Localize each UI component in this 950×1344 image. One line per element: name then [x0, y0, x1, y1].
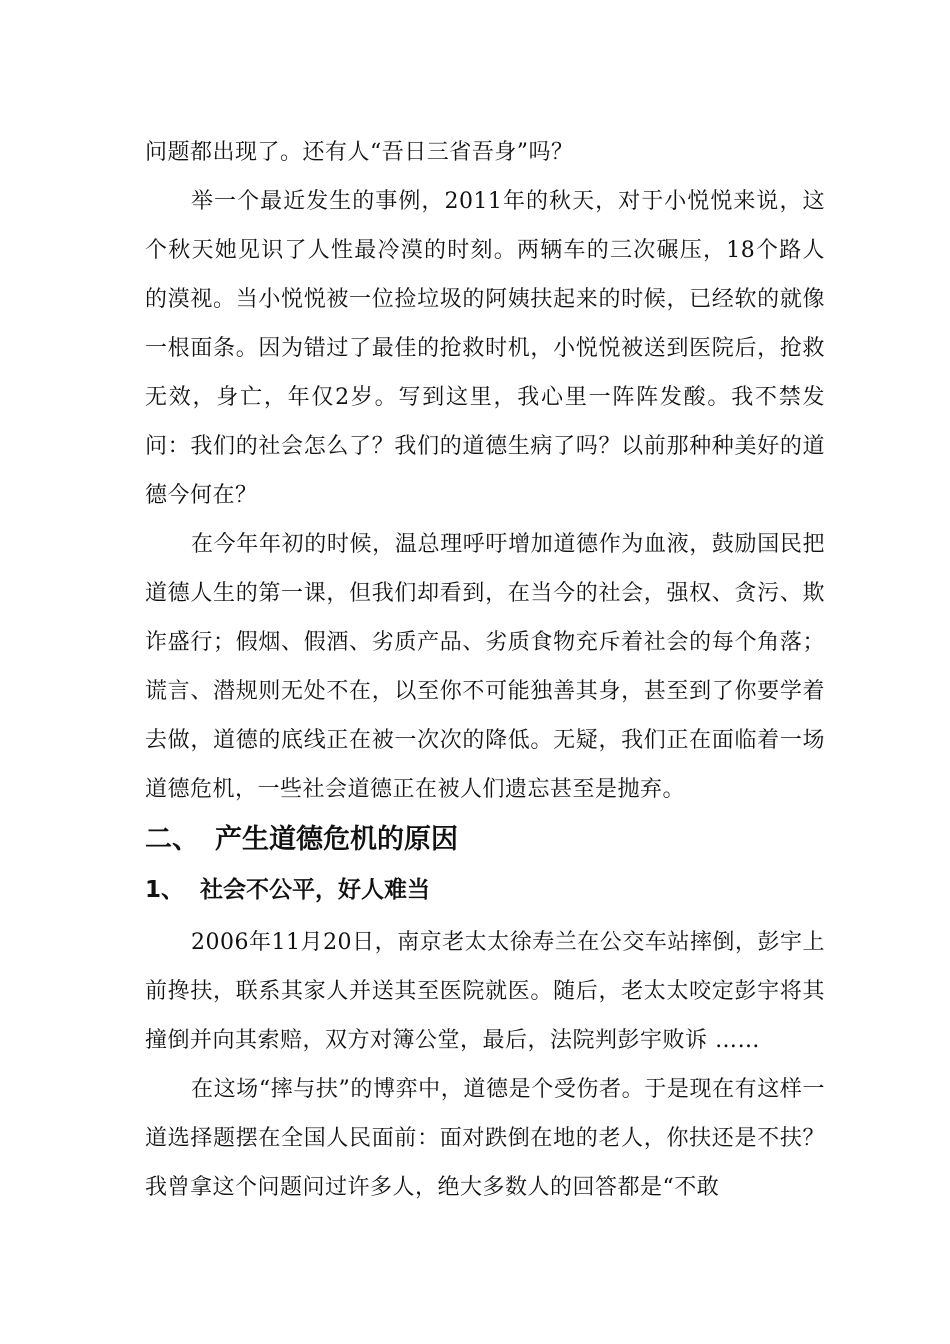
section-number: 二、: [145, 824, 199, 855]
subsection-heading: [145, 866, 825, 914]
section-title: 产生道德危机的原因: [215, 824, 458, 855]
paragraph-continuation: 问题都出现了。还有人“吾日三省吾身”吗？: [145, 140, 574, 165]
document-body: [145, 128, 825, 1212]
paragraph-xiaoyueyue-case: 举一个最近发生的事例，2011年的秋天，对于小悦悦来说，这个秋天她见识了人性最冷漠的时刻。两辆车的三次碾压，18个路人的漠视。当小悦悦被一位捡垃圾的阿姨扶起来的时候，已经软的就像一根面条。因为错过了最佳的抢救时机，小悦悦被送到医院后，抢救无效，身亡，年仅2岁。写到这里，我心里一阵阵发酸。我不禁发问：我们的社会怎么了？我们的道德生病了吗？以前那种种美好的道德今何在？: [145, 189, 825, 508]
paragraph-moral-crisis: 在今年年初的时候，温总理呼吁增加道德作为血液，鼓励国民把道德人生的第一课，但我们却看到，在当今的社会，强权、贪污、欺诈盛行；假烟、假酒、劣质产品、劣质食物充斥着社会的每个角落；谎言、潜规则无处不在，以至你不可能独善其身，甚至到了你要学着去做，道德的底线正在被一次次的降低。无疑，我们正在面临着一场道德危机，一些社会道德正在被人们遗忘甚至是抛弃。: [145, 532, 825, 802]
subsection-title: 社会不公平，好人难当: [200, 877, 430, 903]
subsection-number: 1、: [145, 877, 185, 903]
section-heading: [145, 814, 825, 866]
paragraph-help-dilemma: 在这场“摔与扶”的博弈中，道德是个受伤者。于是现在有这样一道选择题摆在全国人民面前：面对跌倒在地的老人，你扶还是不扶？我曾拿这个问题问过许多人，绝大多数人的回答都是“不敢: [145, 1077, 825, 1200]
paragraph-pengyu-case: 2006年11月20日，南京老太太徐寿兰在公交车站摔倒，彭宇上前搀扶，联系其家人并送其至医院就医。随后，老太太咬定彭宇将其撞倒并向其索赔，双方对簿公堂，最后，法院判彭宇败诉 ……: [145, 930, 825, 1053]
